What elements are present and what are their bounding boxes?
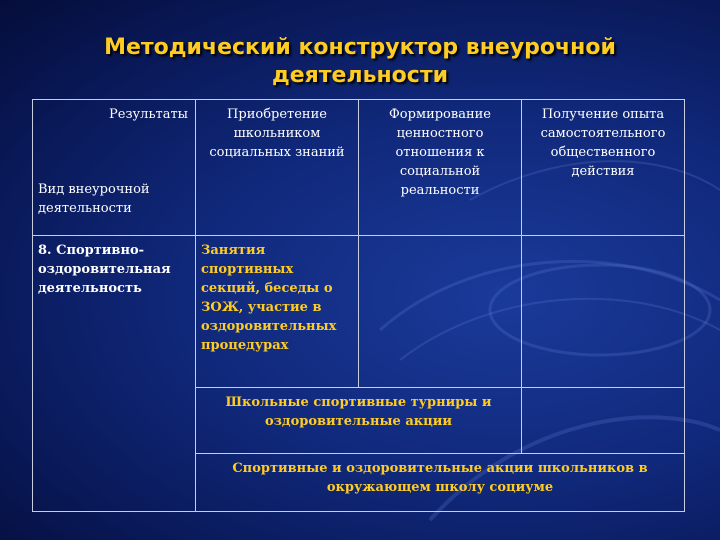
header-level-3: Получение опыта самостоятельного общественного действия [522, 100, 685, 236]
level-2-cell: Школьные спортивные турниры и оздоровительные акции [196, 388, 522, 454]
header-row [33, 100, 685, 236]
level-3-cell: Спортивные и оздоровительные акции школьников в окружающем школу социуме [196, 454, 685, 512]
corner-cell [33, 100, 196, 236]
activity-type-cell: 8. Спортивно-оздоровительная деятельность [33, 236, 196, 512]
activity-kind-label: Вид внеурочной деятельности [38, 182, 150, 216]
empty-cell [522, 388, 685, 454]
header-level-1: Приобретение школьником социальных знаний [196, 100, 359, 236]
page-title: Методический конструктор внеурочной деятельности [104, 35, 616, 88]
row-level-1 [33, 236, 685, 388]
empty-cell [522, 236, 685, 388]
header-level-2: Формирование ценностного отношения к социальной реальности [359, 100, 522, 236]
empty-cell [359, 236, 522, 388]
results-label: Результаты [109, 107, 188, 122]
constructor-table [32, 99, 685, 512]
level-1-cell: Занятия спортивных секций, беседы о ЗОЖ, участие в оздоровительных процедурах [196, 236, 359, 388]
